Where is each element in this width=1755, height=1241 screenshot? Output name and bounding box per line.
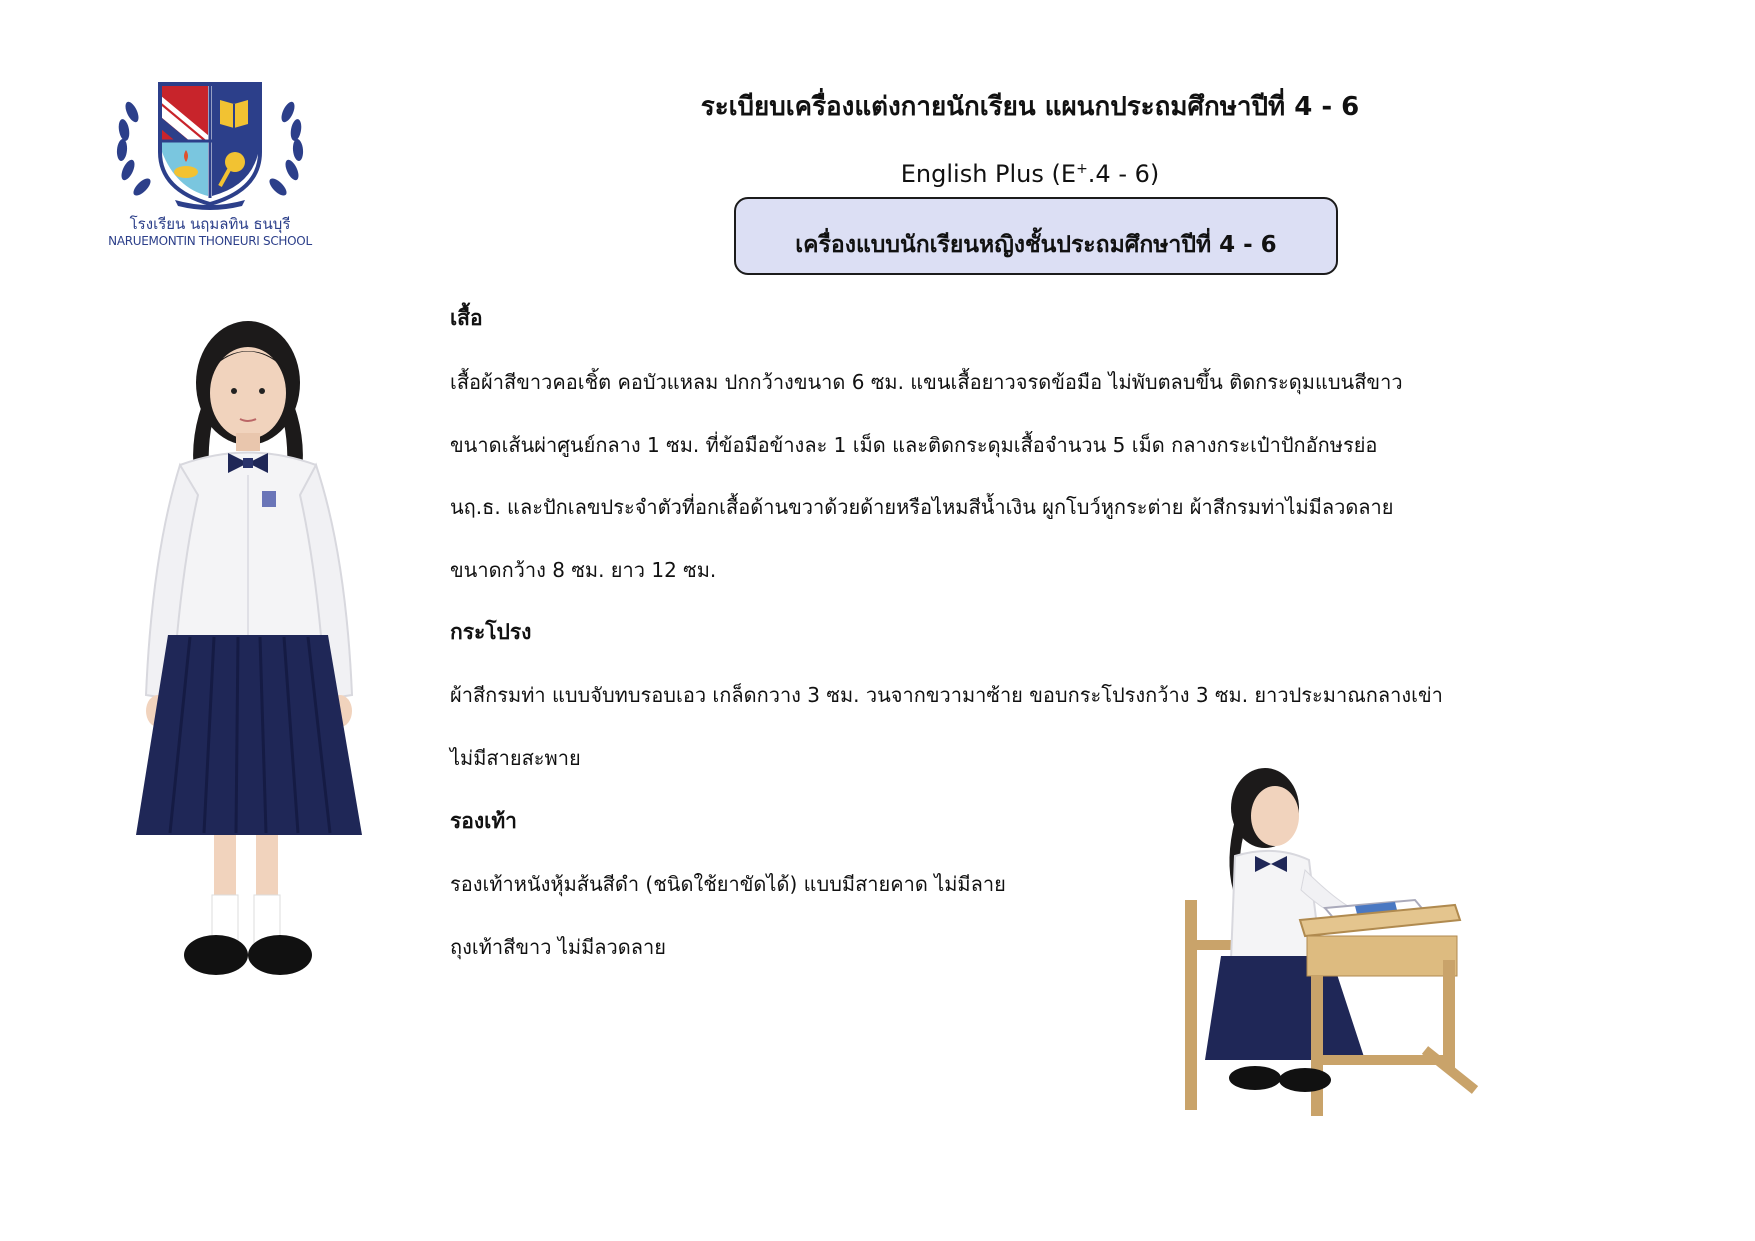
shoes-heading: รองเท้า (450, 809, 517, 833)
student-standing-illustration (110, 315, 380, 1095)
boxed-section-title: เครื่องแบบนักเรียนหญิงชั้นประถมศึกษาปีที่ 4 - 6 (734, 197, 1338, 275)
shirt-line: ขนาดเส้นผ่าศูนย์กลาง 1 ซม. ที่ข้อมือข้างละ 1 เม็ด และติดกระดุมเสื้อจำนวน 5 เม็ด กลางกระเป๋าปักอักษรย่อ (450, 433, 1378, 457)
shirt-line: ขนาดกว้าง 8 ซม. ยาว 12 ซม. (450, 558, 717, 582)
seated-student-photo (1125, 760, 1495, 1140)
subtitle-prefix: English Plus (E (900, 160, 1077, 188)
shoes-line: ถุงเท้าสีขาว ไม่มีลวดลาย (450, 935, 666, 959)
shirt-line: นฤ.ธ. และปักเลขประจำตัวที่อกเสื้อด้านขวาด้วยด้ายหรือไหมสีน้ำเงิน ผูกโบว์หูกระต่าย ผ้าสีกรมท่าไม่มีลวดลาย (450, 495, 1394, 519)
skirt-line: ไม่มีสายสะพาย (450, 746, 581, 770)
page-subtitle (440, 160, 1620, 188)
shirt-heading: เสื้อ (450, 306, 483, 330)
shoes-line: รองเท้าหนังหุ้มส้นสีดำ (ชนิดใช้ยาขัดได้) แบบมีสายคาด ไม่มีลาย (450, 872, 1006, 896)
skirt-line: ผ้าสีกรมท่า แบบจับทบรอบเอว เกล็ดกวาง 3 ซม. วนจากขวามาซ้าย ขอบกระโปรงกว้าง 3 ซม. ยาวประมาณกลางเข่า (450, 683, 1443, 707)
school-logo (80, 72, 340, 272)
page-title: ระเบียบเครื่องแต่งกายนักเรียน แผนกประถมศึกษาปีที่ 4 - 6 (700, 92, 1360, 122)
school-crest-icon (80, 72, 340, 212)
standing-student-photo (110, 315, 380, 1095)
logo-thai-name: โรงเรียน นฤมลทิน ธนบุรี (129, 215, 291, 233)
logo-english-name: NARUEMONTIN THONEURI SCHOOL (108, 234, 312, 248)
subtitle-superscript: + (1076, 161, 1088, 177)
shirt-line: เสื้อผ้าสีขาวคอเชิ้ต คอบัวแหลม ปกกว้างขนาด 6 ซม. แขนเสื้อยาวจรดข้อมือ ไม่พับตลบขึ้น ติดกระดุมแบนสีขาว (450, 370, 1403, 394)
skirt-heading: กระโปรง (450, 620, 532, 644)
student-seated-illustration (1125, 760, 1495, 1140)
subtitle-suffix: .4 - 6) (1087, 160, 1160, 188)
